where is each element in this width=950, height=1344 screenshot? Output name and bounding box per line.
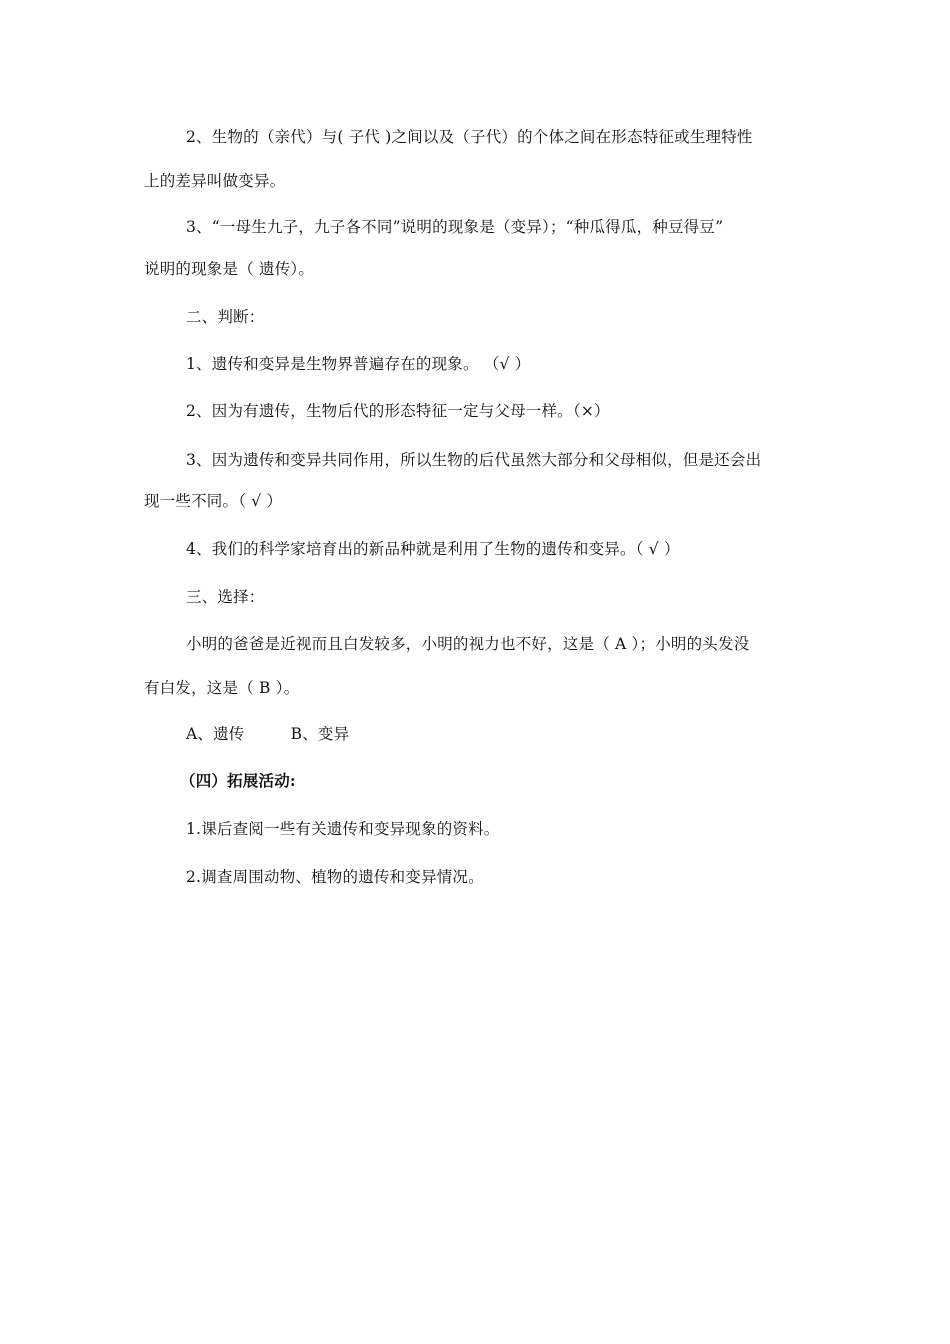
judge-item-4: 4、我们的科学家培育出的新品种就是利用了生物的遗传和变异。（ √ ） [186, 540, 680, 558]
extension-item-2: 2.调查周围动物、植物的遗传和变异情况。 [186, 868, 484, 886]
choice-heading: 三、选择： [186, 588, 265, 606]
fill-in-q2-line1: 2、生物的（亲代）与( 子代 )之间以及（子代）的个体之间在形态特征或生理特性 [186, 128, 753, 146]
choice-options: A、遗传 B、变异 [186, 725, 350, 743]
extension-item-1: 1.课后查阅一些有关遗传和变异现象的资料。 [186, 820, 500, 838]
judge-heading: 二、判断： [186, 308, 265, 326]
fill-in-q2-line2: 上的差异叫做变异。 [144, 172, 286, 190]
judge-item-2: 2、因为有遗传，生物后代的形态特征一定与父母一样。（×） [186, 402, 610, 420]
judge-item-3-line1: 3、因为遗传和变异共同作用，所以生物的后代虽然大部分和父母相似，但是还会出 [186, 451, 762, 469]
judge-item-3-line2: 现一些不同。（ √ ） [144, 492, 283, 510]
choice-question-line2: 有白发，这是（ B ）。 [144, 679, 300, 697]
fill-in-q3-line1: 3、“一母生九子，九子各不同”说明的现象是（变异）；“种瓜得瓜，种豆得豆” [186, 218, 724, 236]
extension-heading: （四）拓展活动: [180, 771, 296, 790]
choice-question-line1: 小明的爸爸是近视而且白发较多，小明的视力也不好，这是（ A ）；小明的头发没 [186, 635, 750, 653]
fill-in-q3-line2: 说明的现象是（ 遗传）。 [144, 260, 315, 278]
judge-item-1: 1、遗传和变异是生物界普遍存在的现象。 （√ ） [186, 355, 531, 373]
